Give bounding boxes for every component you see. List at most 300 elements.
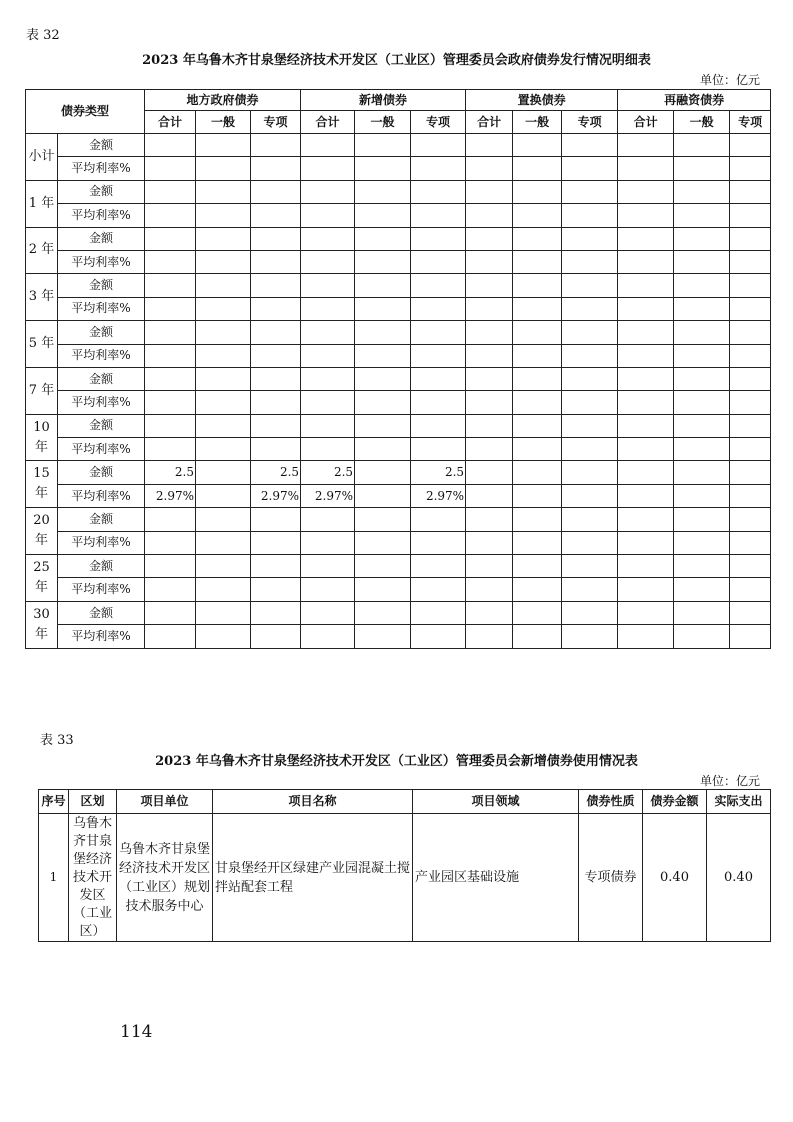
value-cell [411,204,466,227]
term-label: 7 年 [26,367,58,414]
value-cell [513,531,562,554]
value-cell [618,391,674,414]
value-cell [513,157,562,180]
value-cell [730,391,771,414]
value-cell [301,391,355,414]
value-cell [411,578,466,601]
value-cell [730,414,771,437]
value-cell [674,250,730,273]
amount-label: 金额 [58,180,145,203]
value-cell [674,344,730,367]
value-cell: 2.97% [145,484,196,507]
value-cell [145,180,196,203]
value-cell [674,134,730,157]
value-cell [411,438,466,461]
value-cell [674,438,730,461]
value-cell [411,180,466,203]
value-cell [562,227,618,250]
value-cell [618,508,674,531]
amount-label: 金额 [58,274,145,297]
rate-label: 平均利率% [58,391,145,414]
table32-unit: 单位：亿元 [700,73,761,87]
term-label: 15 年 [26,461,58,508]
value-cell [196,625,251,648]
value-cell [301,508,355,531]
value-cell [562,508,618,531]
value-cell [618,180,674,203]
value-cell [730,578,771,601]
sub-header-cell: 一般 [196,111,251,134]
value-cell [730,227,771,250]
rate-label: 平均利率% [58,438,145,461]
group-header-new: 新增债券 [301,90,466,111]
value-cell [674,484,730,507]
amount-label: 金额 [58,508,145,531]
value-cell [562,531,618,554]
value-cell [513,367,562,390]
value-cell [411,274,466,297]
value-cell [145,344,196,367]
value-cell [674,321,730,344]
value-cell [674,274,730,297]
value-cell [251,601,301,624]
value-cell [513,227,562,250]
value-cell [301,157,355,180]
value-cell [301,180,355,203]
value-cell [411,367,466,390]
value-cell [562,274,618,297]
term-label: 20 年 [26,508,58,555]
value-cell [196,367,251,390]
value-cell [466,180,513,203]
row-no: 1 [39,814,69,942]
value-cell [411,555,466,578]
sub-header-cell: 合计 [466,111,513,134]
table32-tag: 表 32 [26,28,60,43]
value-cell [513,555,562,578]
table-row [26,227,771,250]
table-row [26,250,771,273]
value-cell [196,391,251,414]
value-cell [674,391,730,414]
value-cell [466,297,513,320]
value-cell: 2.5 [301,461,355,484]
value-cell: 2.5 [251,461,301,484]
term-label: 25 年 [26,555,58,602]
value-cell [145,274,196,297]
value-cell [251,508,301,531]
amount-label: 金额 [58,461,145,484]
value-cell [411,134,466,157]
value-cell [730,461,771,484]
value-cell [251,531,301,554]
value-cell [730,321,771,344]
col-header-no: 序号 [39,790,69,814]
sub-header-cell: 合计 [618,111,674,134]
value-cell [562,321,618,344]
value-cell [730,601,771,624]
row-project: 甘泉堡经开区绿建产业园混凝土搅拌站配套工程 [213,814,413,942]
value-cell [618,157,674,180]
value-cell [301,204,355,227]
value-cell [301,555,355,578]
value-cell [618,204,674,227]
value-cell [251,391,301,414]
value-cell [196,438,251,461]
value-cell [562,438,618,461]
value-cell [618,250,674,273]
value-cell [355,508,411,531]
bond-issuance-table [25,89,771,649]
value-cell [466,531,513,554]
table32-title: 2023 年乌鲁木齐甘泉堡经济技术开发区（工业区）管理委员会政府债券发行情况明细表 [142,53,651,68]
value-cell [251,367,301,390]
table-row [26,321,771,344]
value-cell [466,578,513,601]
value-cell [513,180,562,203]
value-cell [730,157,771,180]
value-cell [618,625,674,648]
value-cell [355,180,411,203]
rate-label: 平均利率% [58,157,145,180]
rate-label: 平均利率% [58,250,145,273]
value-cell [674,625,730,648]
value-cell [196,578,251,601]
value-cell [355,344,411,367]
value-cell [730,625,771,648]
value-cell [145,204,196,227]
value-cell [251,578,301,601]
value-cell: 2.5 [411,461,466,484]
amount-label: 金额 [58,321,145,344]
value-cell [674,180,730,203]
value-cell [730,484,771,507]
table-row [26,531,771,554]
value-cell [355,274,411,297]
value-cell [411,297,466,320]
value-cell [466,555,513,578]
rate-label: 平均利率% [58,625,145,648]
value-cell [674,508,730,531]
amount-label: 金额 [58,367,145,390]
value-cell [674,227,730,250]
value-cell [730,134,771,157]
value-cell [301,134,355,157]
value-cell [196,531,251,554]
value-cell [301,438,355,461]
amount-label: 金额 [58,601,145,624]
value-cell [513,578,562,601]
value-cell [513,204,562,227]
value-cell [730,531,771,554]
table-row [26,625,771,648]
value-cell [730,438,771,461]
value-cell [674,531,730,554]
value-cell [466,250,513,273]
value-cell [411,157,466,180]
value-cell [251,438,301,461]
value-cell [411,625,466,648]
sub-header-cell: 专项 [251,111,301,134]
value-cell [411,227,466,250]
value-cell [513,274,562,297]
table-row [26,438,771,461]
value-cell [145,508,196,531]
value-cell [251,204,301,227]
value-cell [674,204,730,227]
value-cell [251,321,301,344]
value-cell [355,438,411,461]
value-cell [513,250,562,273]
value-cell [145,438,196,461]
value-cell [674,461,730,484]
value-cell [196,134,251,157]
bond-type-header: 债券类型 [26,90,145,134]
value-cell [355,484,411,507]
value-cell [355,555,411,578]
value-cell [562,344,618,367]
value-cell [618,555,674,578]
value-cell [513,297,562,320]
value-cell [466,438,513,461]
value-cell [562,391,618,414]
sub-header-cell: 一般 [355,111,411,134]
value-cell [674,555,730,578]
value-cell [196,321,251,344]
value-cell [466,227,513,250]
value-cell [618,344,674,367]
table-row [39,814,771,942]
value-cell [562,157,618,180]
value-cell [196,344,251,367]
sub-header-cell: 专项 [411,111,466,134]
value-cell [251,555,301,578]
rate-label: 平均利率% [58,297,145,320]
value-cell [145,531,196,554]
value-cell [251,227,301,250]
value-cell [145,321,196,344]
value-cell [301,274,355,297]
value-cell [196,274,251,297]
value-cell [355,297,411,320]
sub-header-cell: 一般 [513,111,562,134]
value-cell [301,250,355,273]
value-cell [562,601,618,624]
rate-label: 平均利率% [58,344,145,367]
table-row [26,508,771,531]
value-cell [145,391,196,414]
value-cell [301,414,355,437]
value-cell [355,157,411,180]
value-cell [251,180,301,203]
table-row [26,414,771,437]
value-cell [618,134,674,157]
term-label: 10 年 [26,414,58,461]
table-row [26,391,771,414]
col-header-unit: 项目单位 [117,790,213,814]
group-header-local: 地方政府债券 [145,90,301,111]
value-cell [730,508,771,531]
col-header-nature: 债券性质 [579,790,643,814]
value-cell [562,625,618,648]
value-cell [513,625,562,648]
row-field: 产业园区基础设施 [413,814,579,942]
value-cell [513,508,562,531]
value-cell [355,461,411,484]
value-cell [411,250,466,273]
value-cell [251,250,301,273]
value-cell [466,134,513,157]
group-header-refinance: 再融资债券 [618,90,771,111]
value-cell [355,367,411,390]
amount-label: 金额 [58,134,145,157]
table33-title: 2023 年乌鲁木齐甘泉堡经济技术开发区（工业区）管理委员会新增债券使用情况表 [155,754,638,769]
value-cell [466,274,513,297]
value-cell [618,438,674,461]
value-cell [355,531,411,554]
value-cell [730,297,771,320]
value-cell [562,297,618,320]
value-cell [145,227,196,250]
table-row [26,461,771,484]
value-cell [618,367,674,390]
value-cell [145,578,196,601]
table33-tag: 表 33 [40,733,74,748]
value-cell [196,484,251,507]
value-cell [562,180,618,203]
value-cell [301,321,355,344]
value-cell [196,250,251,273]
sub-header-cell: 合计 [301,111,355,134]
value-cell: 2.97% [411,484,466,507]
value-cell [355,391,411,414]
value-cell [466,461,513,484]
value-cell [513,438,562,461]
value-cell [145,367,196,390]
value-cell [618,321,674,344]
value-cell [674,601,730,624]
table-row [26,601,771,624]
table33-unit: 单位：亿元 [700,774,761,788]
value-cell: 2.97% [251,484,301,507]
value-cell [730,180,771,203]
value-cell [355,601,411,624]
value-cell [618,297,674,320]
page-number: 114 [120,1022,153,1042]
value-cell [301,297,355,320]
value-cell [466,204,513,227]
value-cell [196,601,251,624]
value-cell [355,414,411,437]
value-cell [562,250,618,273]
value-cell [513,461,562,484]
table-row [26,134,771,157]
rate-label: 平均利率% [58,484,145,507]
value-cell [196,297,251,320]
col-header-spent: 实际支出 [707,790,771,814]
value-cell [301,578,355,601]
row-amount: 0.40 [643,814,707,942]
table-row [26,555,771,578]
value-cell [355,578,411,601]
value-cell [355,250,411,273]
value-cell [466,157,513,180]
value-cell [730,344,771,367]
value-cell [355,227,411,250]
rate-label: 平均利率% [58,204,145,227]
value-cell [145,134,196,157]
value-cell [411,344,466,367]
row-spent: 0.40 [707,814,771,942]
value-cell [466,484,513,507]
value-cell [674,367,730,390]
value-cell [618,484,674,507]
new-bond-usage-table [38,789,771,942]
value-cell [618,414,674,437]
value-cell [730,555,771,578]
value-cell [301,227,355,250]
amount-label: 金额 [58,414,145,437]
col-header-field: 项目领域 [413,790,579,814]
table-row [26,204,771,227]
sub-header-cell: 一般 [674,111,730,134]
col-header-region: 区划 [69,790,117,814]
value-cell [674,157,730,180]
value-cell [251,344,301,367]
value-cell [513,344,562,367]
rate-label: 平均利率% [58,578,145,601]
value-cell [301,344,355,367]
value-cell [730,204,771,227]
value-cell [251,134,301,157]
value-cell [513,134,562,157]
value-cell [355,625,411,648]
table-row [26,484,771,507]
value-cell [301,625,355,648]
table-row [26,297,771,320]
term-label: 2 年 [26,227,58,274]
value-cell [513,601,562,624]
value-cell [466,601,513,624]
table-row [26,367,771,390]
table-row [26,157,771,180]
sub-header-cell: 专项 [730,111,771,134]
value-cell [301,531,355,554]
value-cell [562,204,618,227]
value-cell [411,414,466,437]
value-cell [618,601,674,624]
term-label: 5 年 [26,321,58,368]
rate-label: 平均利率% [58,531,145,554]
col-header-project: 项目名称 [213,790,413,814]
value-cell: 2.97% [301,484,355,507]
value-cell [251,625,301,648]
value-cell [145,250,196,273]
value-cell [251,414,301,437]
value-cell [466,344,513,367]
value-cell [411,321,466,344]
value-cell [196,227,251,250]
value-cell [355,134,411,157]
value-cell [562,578,618,601]
value-cell [466,508,513,531]
value-cell [355,204,411,227]
value-cell [196,157,251,180]
sub-header-cell: 专项 [562,111,618,134]
value-cell [196,180,251,203]
value-cell [562,134,618,157]
value-cell [562,555,618,578]
